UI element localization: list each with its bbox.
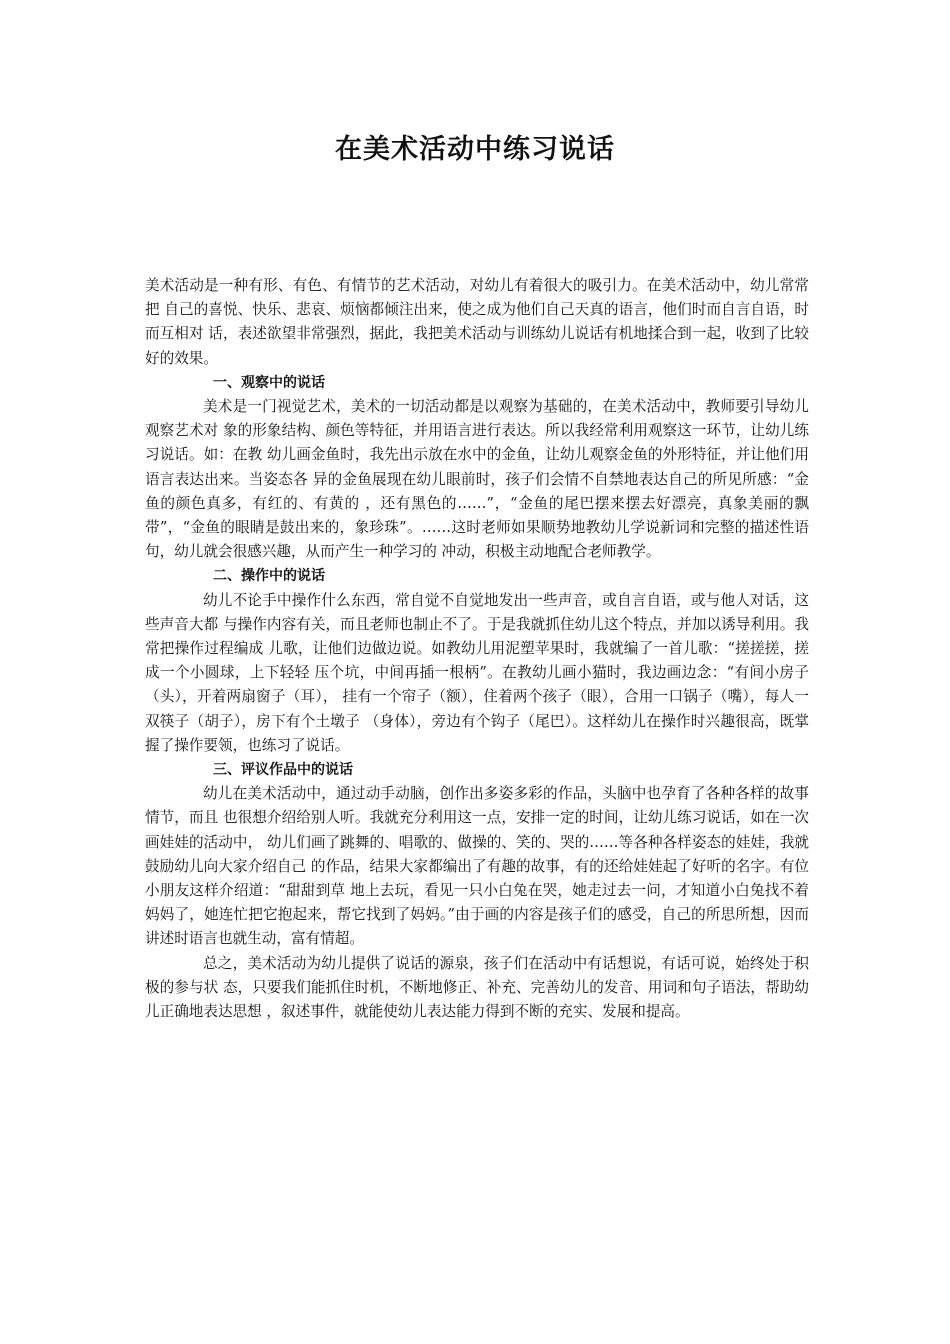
intro-paragraph: 美术活动是一种有形、有色、有情节的艺术活动，对幼儿有着很大的吸引力。在美术活动中，幼儿常常把 自己的喜悦、快乐、悲哀、烦恼都倾注出来，使之成为他们自己天真的语言，他们时而自言自语，时而互相对 话，表述欲望非常强烈，据此，我把美术活动与训练幼儿说话有机地揉合到一起，收到了比较好的效果。 (145, 277, 809, 367)
page-title: 在美术活动中练习说话 (335, 134, 615, 165)
conclusion-paragraph: 总之，美术活动为幼儿提供了说话的源泉，孩子们在活动中有话想说，有话可说，始终处于积极的参与状 态，只要我们能抓住时机，不断地修正、补充、完善幼儿的发音、用词和句子语法，帮助幼儿正确地表达思想 ，叙述事件，就能使幼儿表达能力得到不断的充实、发展和提高。 (145, 954, 809, 1021)
section-heading-operation: 二、操作中的说话 (213, 568, 325, 585)
section-paragraph-evaluation: 幼儿在美术活动中，通过动手动脑，创作出多姿多彩的作品，头脑中也孕育了各种各样的故事情节，而且 也很想介绍给别人听。我就充分利用这一点，安排一定的时间，让幼儿练习说话，如在一次画娃娃的活动中， 幼儿们画了跳舞的、唱歌的、做操的、笑的、哭的……等各种各样姿态的娃娃，我就鼓励幼儿向大家介绍自己 的作品，结果大家都编出了有趣的故事，有的还给娃娃起了好听的名字。有位小朋友这样介绍道：“甜甜到草 地上去玩，看见一只小白兔在哭，她走过去一问，才知道小白兔找不着妈妈了，她连忙把它抱起来，帮它找到了妈妈。”由于画的内容是孩子们的感受，自己的所思所想，因而讲述时语言也就生动，富有情超。 (145, 785, 809, 948)
section-paragraph-observation: 美术是一门视觉艺术，美术的一切活动都是以观察为基础的，在美术活动中，教师要引导幼儿观察艺术对 象的形象结构、颜色等特征，并用语言进行表达。所以我经常利用观察这一环节，让幼儿练习说话。如：在教 幼儿画金鱼时，我先出示放在水中的金鱼，让幼儿观察金鱼的外形特征，并让他们用语言表达出来。当姿态各 异的金鱼展现在幼儿眼前时，孩子们会情不自禁地表达自己的所见所感：“金鱼的颜色真多，有红的、有黄的 ，还有黑色的……”，“金鱼的尾巴摆来摆去好漂亮，真象美丽的飘带”，“金鱼的眼睛是鼓出来的，象珍珠”。……这时老师如果顺势地教幼儿学说新词和完整的描述性语句，幼儿就会很感兴趣，从而产生一种学习的 冲动，积极主动地配合老师教学。 (145, 398, 809, 561)
article-body (145, 274, 809, 1024)
section-heading-evaluation: 三、评议作品中的说话 (213, 762, 353, 779)
section-paragraph-operation: 幼儿不论手中操作什么东西，常自觉不自觉地发出一些声音，或自言自语，或与他人对话，这些声音大都 与操作内容有关，而且老师也制止不了。于是我就抓住幼儿这个特点，并加以诱导利用。我常把操作过程编成 儿歌，让他们边做边说。如教幼儿用泥塑苹果时，我就编了一首儿歌：“搓搓搓，搓成一个小圆球，上下轻轻 压个坑，中间再插一根柄”。在教幼儿画小猫时，我边画边念：“有间小房子（头），开着两扇窗子（耳）， 挂有一个帘子（额），住着两个孩子（眼），合用一口锅子（嘴），每人一双筷子（胡子），房下有个土墩子 （身体），旁边有个钩子（尾巴）。这样幼儿在操作时兴趣很高，既掌握了操作要领，也练习了说话。 (145, 591, 809, 754)
section-heading-observation: 一、观察中的说话 (213, 374, 325, 391)
